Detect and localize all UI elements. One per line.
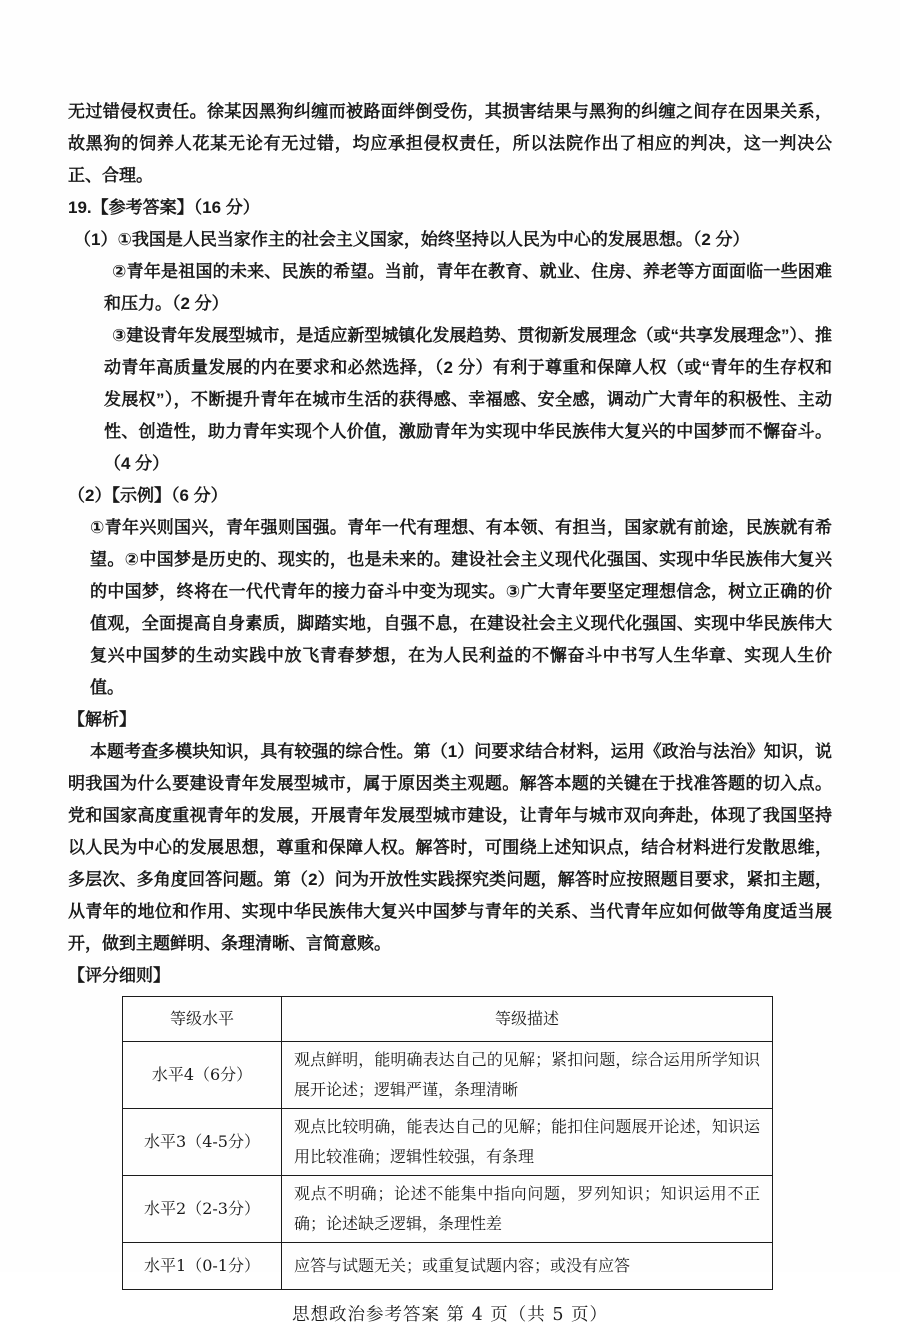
table-row [123, 1243, 773, 1290]
question-19-header: 19.【参考答案】（16 分） [68, 198, 260, 217]
scoring-rubric-header: 【评分细则】 [68, 966, 170, 985]
scoring-rubric-table [122, 996, 773, 1290]
table-row [123, 1176, 773, 1243]
table-row [123, 1042, 773, 1109]
answer-2-sample: ①青年兴则国兴，青年强则国强。青年一代有理想、有本领、有担当，国家就有前途，民族就有希望。②中国梦是历史的、现实的，也是未来的。建设社会主义现代化强国、实现中华民族伟大复兴的中国梦，终将在一代代青年的接力奋斗中变为现实。③广大青年要坚定理想信念，树立正确的价值观，全面提高自身素质，脚踏实地，自强不息，在建设社会主义现代化强国、实现中华民族伟大复兴中国梦的生动实践中放飞青春梦想，在为人民利益的不懈奋斗中书写人生华章、实现人生价值。 [90, 518, 832, 697]
rubric-header-desc: 等级描述 [282, 997, 773, 1042]
page-footer: 思想政治参考答案 第 4 页（共 5 页） [291, 1305, 609, 1325]
rubric-desc-1: 应答与试题无关；或重复试题内容；或没有应答 [282, 1243, 773, 1290]
rubric-header-row [123, 997, 773, 1042]
answer-1-point-3: ③建设青年发展型城市，是适应新型城镇化发展趋势、贯彻新发展理念（或“共享发展理念”）、推动青年高质量发展的内在要求和必然选择，（2 分）有利于尊重和保障人权（或“青年的生存权和发展权”），不断提升青年在城市生活的获得感、幸福感、安全感，调动广大青年的积极性、主动性、创造性，助力青年实现个人价值，激励青年为实现中华民族伟大复兴的中国梦而不懈奋斗。（4 分） [104, 326, 832, 473]
analysis-header: 【解析】 [68, 710, 136, 729]
rubric-desc-2: 观点不明确；论述不能集中指向问题，罗列知识；知识运用不正确；论述缺乏逻辑，条理性差 [282, 1176, 773, 1243]
answer-2-header: （2）【示例】（6 分） [68, 486, 228, 505]
answer-1-point-1: （1）①我国是人民当家作主的社会主义国家，始终坚持以人民为中心的发展思想。（2 分） [74, 230, 750, 249]
rubric-level-2: 水平2（2-3分） [123, 1176, 282, 1243]
rubric-desc-3: 观点比较明确，能表达自己的见解；能扣住问题展开论述，知识运用比较准确；逻辑性较强，有条理 [282, 1109, 773, 1176]
rubric-level-4: 水平4（6分） [123, 1042, 282, 1109]
paragraph-q18-continuation: 无过错侵权责任。徐某因黑狗纠缠而被路面绊倒受伤，其损害结果与黑狗的纠缠之间存在因果关系，故黑狗的饲养人花某无论有无过错，均应承担侵权责任，所以法院作出了相应的判决，这一判决公正、合理。 [68, 102, 832, 185]
rubric-level-1: 水平1（0-1分） [123, 1243, 282, 1290]
rubric-desc-4: 观点鲜明，能明确表达自己的见解；紧扣问题，综合运用所学知识展开论述；逻辑严谨，条理清晰 [282, 1042, 773, 1109]
answer-1-point-2: ②青年是祖国的未来、民族的希望。当前，青年在教育、就业、住房、养老等方面面临一些困难和压力。（2 分） [104, 262, 832, 313]
table-row [123, 1109, 773, 1176]
analysis-body: 本题考查多模块知识，具有较强的综合性。第（1）问要求结合材料，运用《政治与法治》知识，说明我国为什么要建设青年发展型城市，属于原因类主观题。解答本题的关键在于找准答题的切入点。党和国家高度重视青年的发展，开展青年发展型城市建设，让青年与城市双向奔赴，体现了我国坚持以人民为中心的发展思想，尊重和保障人权。解答时，可围绕上述知识点，结合材料进行发散思维，多层次、多角度回答问题。第（2）问为开放性实践探究类问题，解答时应按照题目要求，紧扣主题，从青年的地位和作用、实现中华民族伟大复兴中国梦与青年的关系、当代青年应如何做等角度适当展开，做到主题鲜明、条理清晰、言简意赅。 [68, 742, 832, 953]
rubric-header-level: 等级水平 [123, 997, 282, 1042]
rubric-level-3: 水平3（4-5分） [123, 1109, 282, 1176]
